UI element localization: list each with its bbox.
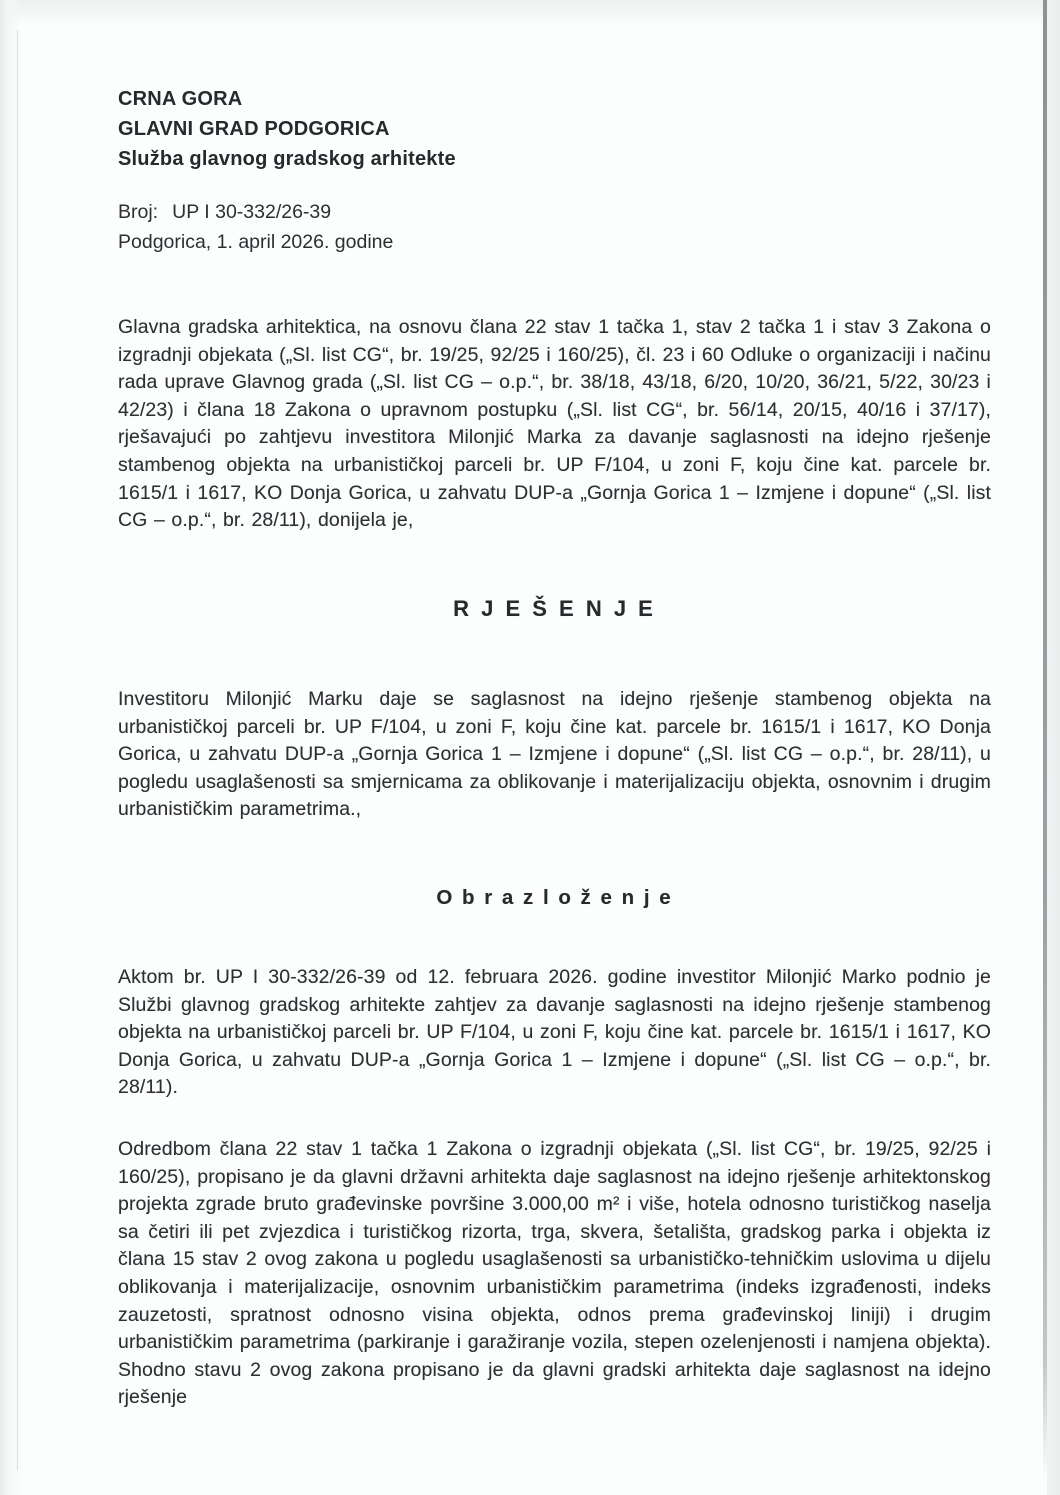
explanation-paragraph-1: Aktom br. UP I 30-332/26-39 od 12. februara 2026. godine investitor Milonjić Marko podnio je Službi glavnog gradskog arhitekte zahtjev za davanje saglasnosti na idejno rješenje stambenog objekta na urbanističkoj parceli br. UP F/104, u zoni F, koju čine kat. parcele br. 1615/1 i 1617, KO Donja Gorica, u zahvatu DUP-a „Gornja Gorica 1 – Izmjene i dopune“ („Sl. list CG – o.p.“, br. 28/11).: [118, 966, 991, 1099]
reference-number-value: UP I 30-332/26-39: [172, 201, 332, 223]
paper-edge-line-right: [1043, 0, 1047, 1478]
explanation-heading: O b r a z l o ž e n j e: [436, 886, 673, 909]
scan-shadow-left: [0, 0, 22, 1495]
explanation-paragraph-2: Odredbom člana 22 stav 1 tačka 1 Zakona o izgradnji objekata („Sl. list CG“, br. 19/25, 92/25 i 160/25), propisano je da glavni državni arhitekta daje saglasnost na idejno rješenje arhitektonskog projekta zgrade bruto građevinske površine 3.000,00 m² i više, hotela odnosno turističkog naselja sa četiri ili pet zvjezdica i turističkog rizorta, trga, skvera, šetališta, gradskog parka i objekta iz člana 15 stav 2 ovog zakona u pogledu usaglašenosti sa urbanističko-tehničkim uslovima u dijelu oblikovanja i materijalizacije, osnovnim urbanističkim parametrima (indeks izgrađenosti, indeks zauzetosti, spratnost odnosno visina objekta, odnos prema građevinskoj liniji) i drugim urbanističkim parametrima (parkiranje i garažiranje vozila, stepen ozelenjenosti i namjena objekta). Shodno stavu 2 ovog zakona propisano je da glavni gradski arhitekta daje saglasnost na idejno rješenje: [118, 1138, 991, 1409]
reference-number-line: [118, 197, 393, 227]
letterhead-office: Služba glavnog gradskog arhitekte: [118, 148, 456, 170]
scan-shadow-top: [0, 0, 1060, 26]
letterhead-city: GLAVNI GRAD PODGORICA: [118, 118, 390, 140]
scan-edge-line-left: [17, 30, 18, 1470]
reference-place-date: Podgorica, 1. april 2026. godine: [118, 231, 394, 253]
reference-number-label: Broj:: [118, 201, 159, 223]
intro-paragraph: Glavna gradska arhitektica, na osnovu člana 22 stav 1 tačka 1, stav 2 tačka 1 i stav 3 Zakona o izgradnji objekata („Sl. list CG“, br. 19/25, 92/25 i 160/25), čl. 23 i 60 Odluke o organizaciji i načinu rada uprave Glavnog grada („Sl. list CG – o.p.“, br. 38/18, 43/18, 6/20, 10/20, 36/21, 5/22, 30/23 i 42/23) i člana 18 Zakona o upravnom postupku („Sl. list CG“, br. 56/14, 20/15, 40/16 i 37/17), rješavajući po zahtjevu investitora Milonjić Marka za davanje saglasnosti na idejno rješenje stambenog objekta na urbanističkoj parceli br. UP F/104, u zoni F, koju čine kat. parcele br. 1615/1 i 1617, KO Donja Gorica, u zahvatu DUP-a „Gornja Gorica 1 – Izmjene i dopune“ („Sl. list CG – o.p.“, br. 28/11), donijela je,: [118, 316, 991, 532]
letterhead-country: CRNA GORA: [118, 88, 243, 110]
letterhead: [118, 84, 456, 174]
scan-margin-right: [1047, 0, 1060, 1495]
decision-heading: R J E Š E N J E: [453, 596, 656, 621]
decision-paragraph: Investitoru Milonjić Marku daje se saglasnost na idejno rješenje stambenog objekta na urbanističkoj parceli br. UP F/104, u zoni F, koju čine kat. parcele br. 1615/1 i 1617, KO Donja Gorica, u zahvatu DUP-a „Gornja Gorica 1 – Izmjene i dopune“ („Sl. list CG – o.p.“, br. 28/11), u pogledu usaglašenosti sa smjernicama za oblikovanje i materijalizaciju objekta, osnovnim i drugim urbanističkim parametrima.,: [118, 688, 991, 821]
reference-block: [118, 197, 393, 257]
